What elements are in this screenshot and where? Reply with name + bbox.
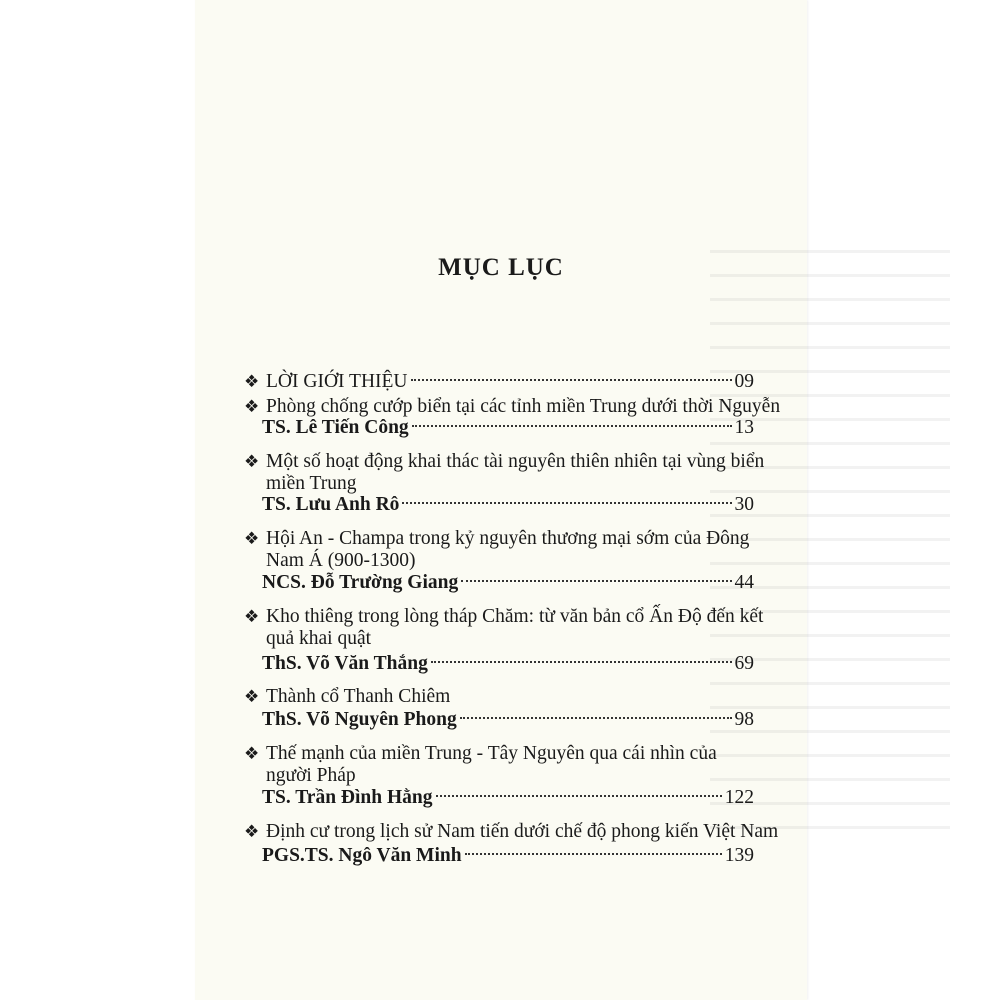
bullet-icon: ❖ (244, 529, 260, 548)
toc-entry-author (244, 414, 754, 442)
toc-entry-intro (244, 368, 754, 396)
toc-entry-author (244, 569, 754, 597)
toc-entry-author (244, 784, 754, 812)
page-title: MỤC LỤC (438, 254, 564, 281)
entry-author: PGS.TS. Ngô Văn Minh (262, 845, 462, 866)
page-number: 30 (734, 494, 754, 515)
entry-author: TS. Lưu Anh Rô (262, 494, 400, 515)
leader-dots (461, 580, 731, 582)
bullet-icon: ❖ (244, 822, 260, 841)
entry-author: NCS. Đỗ Trường Giang (262, 572, 459, 593)
leader-dots (436, 795, 722, 797)
toc-entry-author (244, 706, 754, 734)
entry-title: quả khai quật (266, 628, 372, 649)
page-number: 44 (734, 572, 754, 593)
leader-dots (431, 661, 732, 663)
leader-dots (402, 502, 731, 504)
page-number: 98 (734, 709, 754, 730)
entry-author: ThS. Võ Văn Thắng (262, 653, 428, 674)
entry-title: Một số hoạt động khai thác tài nguyên thiên nhiên tại vùng biển (266, 451, 765, 472)
entry-title: Thế mạnh của miền Trung - Tây Nguyên qua cái nhìn của (266, 743, 717, 764)
entry-title: Phòng chống cướp biển tại các tỉnh miền Trung dưới thời Nguyễn (266, 396, 781, 417)
bullet-icon: ❖ (244, 744, 260, 763)
toc-entry-title-cont (244, 625, 754, 653)
leader-dots (465, 853, 722, 855)
entry-author: ThS. Võ Nguyên Phong (262, 709, 457, 730)
toc-entry-author (244, 650, 754, 678)
entry-title: Thành cổ Thanh Chiêm (266, 686, 451, 707)
toc-entry-author (244, 842, 754, 870)
page-number: 09 (734, 371, 754, 392)
entry-author: TS. Trần Đình Hằng (262, 787, 433, 808)
page-number: 122 (724, 787, 754, 808)
entry-author: TS. Lê Tiến Công (262, 417, 409, 438)
entry-title: LỜI GIỚI THIỆU (266, 371, 408, 392)
entry-title: Định cư trong lịch sử Nam tiến dưới chế độ phong kiến Việt Nam (266, 821, 779, 842)
entry-title: Kho thiêng trong lòng tháp Chăm: từ văn bản cổ Ấn Độ đến kết (266, 606, 764, 627)
page-number: 13 (734, 417, 754, 438)
bullet-icon: ❖ (244, 687, 260, 706)
entry-title: người Pháp (266, 765, 356, 786)
leader-dots (411, 379, 732, 381)
toc-entry-author (244, 491, 754, 519)
page-number: 69 (734, 653, 754, 674)
bullet-icon: ❖ (244, 452, 260, 471)
bullet-icon: ❖ (244, 372, 260, 391)
entry-title: miền Trung (266, 473, 357, 494)
page-number: 139 (724, 845, 754, 866)
leader-dots (460, 717, 732, 719)
entry-title: Nam Á (900-1300) (266, 550, 416, 571)
bullet-icon: ❖ (244, 397, 260, 416)
leader-dots (412, 425, 732, 427)
bullet-icon: ❖ (244, 607, 260, 626)
entry-title: Hội An - Champa trong kỷ nguyên thương mại sớm của Đông (266, 528, 750, 549)
